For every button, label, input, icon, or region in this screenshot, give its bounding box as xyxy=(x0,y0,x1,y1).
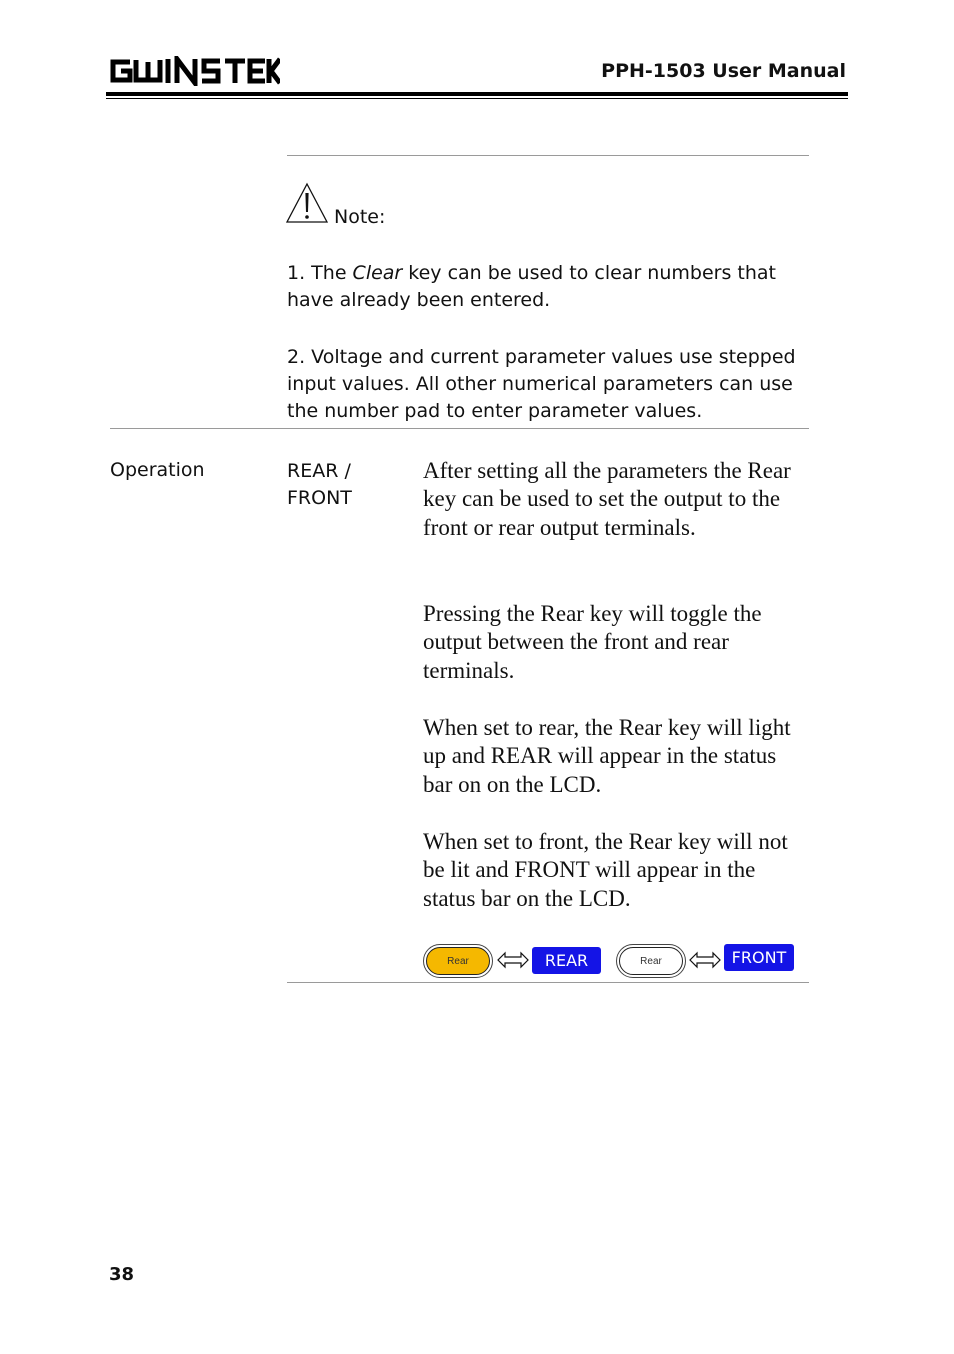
note-item-1-suffix: key can be used to clear numbers that have already been entered. xyxy=(287,262,776,311)
gw-instek-logo xyxy=(108,56,280,86)
rear-key-lit xyxy=(426,947,490,975)
operation-paragraph-2: Pressing the Rear key will toggle the output between the front and rear terminals. xyxy=(423,601,762,683)
note-top-divider xyxy=(287,155,809,156)
section-bottom-divider xyxy=(287,982,809,983)
header-rule-thin xyxy=(106,98,848,99)
double-arrow-icon xyxy=(496,950,530,970)
warning-triangle-icon xyxy=(286,182,328,224)
header-rule xyxy=(106,92,848,96)
operation-paragraph-4: When set to front, the Rear key will not be lit and FRONT will appear in the status bar on the LCD. xyxy=(423,829,788,911)
rear-key-unlit-label: Rear xyxy=(640,955,662,967)
note-label: Note: xyxy=(334,206,386,228)
note-item-1 xyxy=(287,260,807,314)
operation-label: Operation xyxy=(110,459,205,481)
double-arrow-icon xyxy=(688,950,722,970)
rear-key-lit-label: Rear xyxy=(447,955,469,967)
operation-paragraph-1: After setting all the parameters the Rear key can be used to set the output to the front or rear output terminals. xyxy=(423,458,791,540)
operation-paragraph-3: When set to rear, the Rear key will light up and REAR will appear in the status bar on on the LCD. xyxy=(423,715,791,797)
rear-front-label: REAR / FRONT xyxy=(287,460,352,509)
clear-key-name: Clear xyxy=(352,262,403,284)
page-number: 38 xyxy=(109,1264,135,1285)
status-front: FRONT xyxy=(724,944,794,971)
note-item-1-prefix: 1. The xyxy=(287,262,353,284)
section-divider xyxy=(110,428,809,429)
note-item-2: 2. Voltage and current parameter values use stepped input values. All other numerical parameters can use the number pad to enter parameter values. xyxy=(287,346,796,422)
rear-key-unlit xyxy=(619,947,683,975)
status-rear: REAR xyxy=(532,947,601,974)
manual-title: PPH-1503 User Manual xyxy=(601,60,846,82)
